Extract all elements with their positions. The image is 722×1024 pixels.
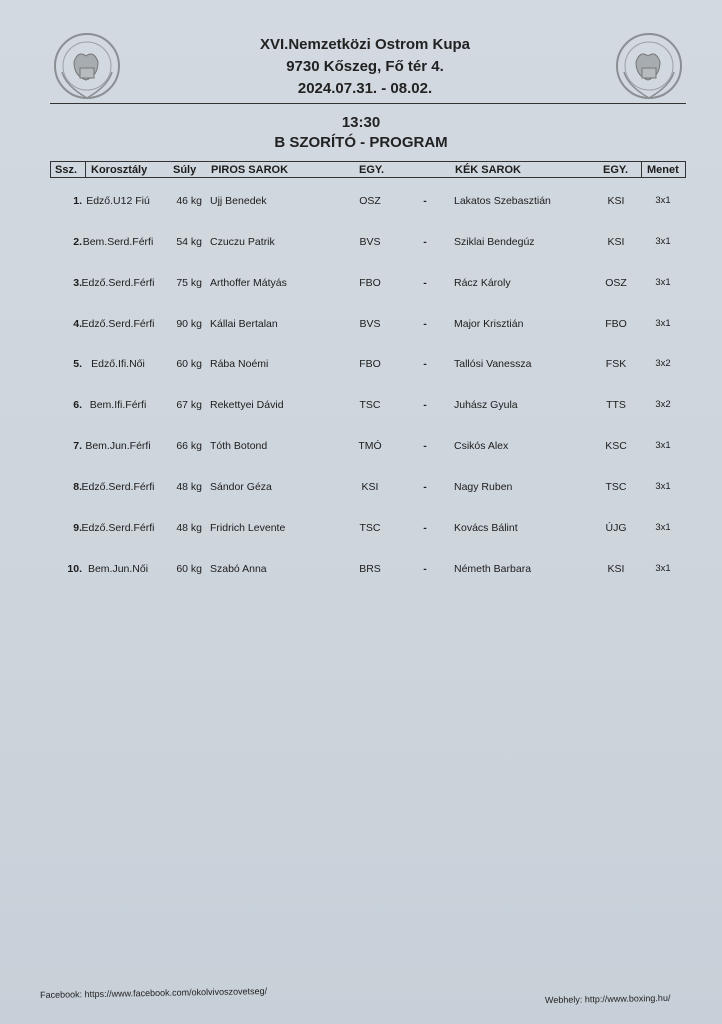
rounds: 3x1	[655, 522, 671, 533]
table-row	[50, 315, 686, 335]
blue-corner-name: Juhász Gyula	[454, 399, 518, 411]
versus-dash: -	[423, 318, 427, 330]
age-class: Edző.Serd.Férfi	[81, 481, 155, 493]
weight: 46 kg	[176, 195, 202, 207]
versus-dash: -	[423, 440, 427, 452]
table-row	[50, 396, 686, 416]
blue-corner-name: Major Krisztián	[454, 318, 524, 330]
federation-seal-icon	[52, 28, 122, 106]
rounds: 3x1	[655, 318, 671, 329]
weight: 60 kg	[176, 358, 202, 370]
red-corner-club: KSI	[361, 481, 379, 493]
blue-corner-club: KSI	[607, 563, 625, 575]
bout-number: 2.	[73, 236, 82, 248]
rounds: 3x1	[655, 440, 671, 451]
age-class: Bem.Jun.Férfi	[85, 440, 151, 452]
red-corner-club: BVS	[359, 236, 381, 248]
event-address: 9730 Kőszeg, Fő tér 4.	[286, 58, 444, 75]
blue-corner-club: KSI	[607, 195, 625, 207]
header-divider	[50, 103, 686, 104]
col-rounds: Menet	[647, 164, 679, 176]
blue-corner-club: TTS	[606, 399, 626, 411]
weight: 75 kg	[176, 277, 202, 289]
table-row	[50, 478, 686, 498]
col-divider	[85, 162, 86, 177]
facebook-link[interactable]: Facebook: https://www.facebook.com/okolvivoszovetseg/	[39, 986, 268, 1000]
red-corner-club: FBO	[359, 358, 381, 370]
table-row	[50, 233, 686, 253]
col-red-club: EGY.	[359, 164, 385, 176]
rounds: 3x2	[655, 358, 671, 369]
rounds: 3x1	[655, 195, 671, 206]
blue-corner-name: Sziklai Bendegúz	[454, 236, 535, 248]
age-class: Edző.Serd.Férfi	[81, 522, 155, 534]
event-title: XVI.Nemzetközi Ostrom Kupa	[259, 36, 471, 53]
age-class: Edző.Serd.Férfi	[81, 277, 155, 289]
blue-corner-name: Lakatos Szebasztián	[454, 195, 551, 207]
rounds: 3x1	[655, 481, 671, 492]
table-row	[50, 274, 686, 294]
versus-dash: -	[423, 236, 427, 248]
col-red: PIROS SAROK	[211, 164, 289, 176]
blue-corner-club: TSC	[605, 481, 627, 493]
versus-dash: -	[423, 563, 427, 575]
versus-dash: -	[423, 522, 427, 534]
red-corner-club: TSC	[359, 522, 381, 534]
event-dates: 2024.07.31. - 08.02.	[297, 80, 433, 97]
versus-dash: -	[423, 399, 427, 411]
blue-corner-club: KSC	[605, 440, 627, 452]
blue-corner-name: Németh Barbara	[454, 563, 532, 575]
col-num: Ssz.	[55, 164, 78, 176]
bout-number: 4.	[73, 318, 82, 330]
bout-number: 7.	[73, 440, 82, 452]
red-corner-club: FBO	[359, 277, 381, 289]
versus-dash: -	[423, 358, 427, 370]
bout-number: 1.	[73, 195, 82, 207]
age-class: Edző.Ifi.Női	[91, 358, 145, 370]
blue-corner-name: Nagy Ruben	[454, 481, 513, 493]
session-time: 13:30	[341, 114, 381, 131]
table-row	[50, 560, 686, 580]
blue-corner-club: ÚJG	[605, 522, 627, 534]
red-corner-club: TMÓ	[358, 440, 382, 452]
weight: 66 kg	[176, 440, 202, 452]
col-blue: KÉK SAROK	[455, 164, 522, 176]
bout-number: 3.	[73, 277, 82, 289]
red-corner-name: Szabó Anna	[210, 563, 267, 575]
blue-corner-club: KSI	[607, 236, 625, 248]
table-row	[50, 437, 686, 457]
red-corner-club: BRS	[359, 563, 381, 575]
weight: 67 kg	[176, 399, 202, 411]
versus-dash: -	[423, 195, 427, 207]
federation-seal-icon	[614, 28, 684, 106]
red-corner-club: OSZ	[359, 195, 381, 207]
age-class: Bem.Serd.Férfi	[82, 236, 154, 248]
red-corner-club: BVS	[359, 318, 381, 330]
bout-number: 10.	[67, 563, 82, 575]
rounds: 3x1	[655, 236, 671, 247]
versus-dash: -	[423, 277, 427, 289]
col-age: Korosztály	[91, 164, 148, 176]
weight: 48 kg	[176, 481, 202, 493]
website-link[interactable]: Webhely: http://www.boxing.hu/	[544, 992, 671, 1006]
red-corner-name: Arthoffer Mátyás	[210, 277, 287, 289]
age-class: Bem.Jun.Női	[87, 563, 149, 575]
age-class: Edző.U12 Fiú	[86, 195, 150, 207]
bout-number: 5.	[73, 358, 82, 370]
table-row	[50, 355, 686, 375]
red-corner-name: Rekettyei Dávid	[210, 399, 284, 411]
blue-corner-club: FSK	[605, 358, 627, 370]
col-weight: Súly	[173, 164, 197, 176]
bout-number: 6.	[73, 399, 82, 411]
age-class: Edző.Serd.Férfi	[81, 318, 155, 330]
blue-corner-club: FBO	[605, 318, 627, 330]
table-row	[50, 519, 686, 539]
blue-corner-club: OSZ	[605, 277, 627, 289]
red-corner-name: Rába Noémi	[210, 358, 269, 370]
weight: 90 kg	[176, 318, 202, 330]
rounds: 3x1	[655, 277, 671, 288]
blue-corner-name: Rácz Károly	[454, 277, 511, 289]
blue-corner-name: Kovács Bálint	[454, 522, 518, 534]
program-title: B SZORÍTÓ - PROGRAM	[274, 134, 448, 151]
blue-corner-name: Tallósi Vanessza	[454, 358, 532, 370]
red-corner-name: Ujj Benedek	[210, 195, 267, 207]
red-corner-name: Kállai Bertalan	[210, 318, 278, 330]
weight: 54 kg	[176, 236, 202, 248]
red-corner-name: Czuczu Patrik	[210, 236, 275, 248]
table-header	[50, 161, 686, 178]
age-class: Bem.Ifi.Férfi	[89, 399, 147, 411]
col-divider	[641, 162, 642, 177]
bout-number: 9.	[73, 522, 82, 534]
col-blue-club: EGY.	[603, 164, 629, 176]
table-row	[50, 192, 686, 212]
blue-corner-name: Csikós Alex	[454, 440, 509, 452]
red-corner-name: Sándor Géza	[210, 481, 272, 493]
bout-number: 8.	[73, 481, 82, 493]
red-corner-name: Tóth Botond	[210, 440, 268, 452]
weight: 48 kg	[176, 522, 202, 534]
event-header	[150, 34, 580, 100]
weight: 60 kg	[176, 563, 202, 575]
rounds: 3x1	[655, 563, 671, 574]
rounds: 3x2	[655, 399, 671, 410]
red-corner-club: TSC	[359, 399, 381, 411]
red-corner-name: Fridrich Levente	[210, 522, 286, 534]
versus-dash: -	[423, 481, 427, 493]
